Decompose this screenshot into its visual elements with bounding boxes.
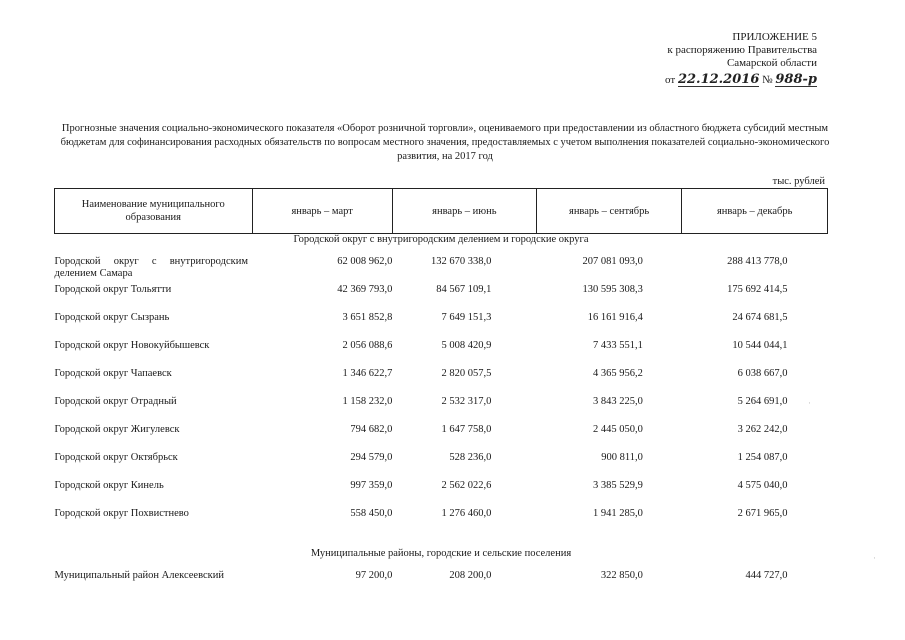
value-cell: 322 850,0 [600,570,643,581]
value-cell: 3 262 242,0 [737,424,788,435]
appendix-line-2: Самарской области [726,57,817,69]
value-cell: 2 532 317,0 [441,396,492,407]
value-cell: 208 200,0 [449,570,492,581]
section-spacer [55,536,828,548]
value-cell: 5 008 420,9 [441,340,492,351]
value-cell: 5 264 691,0 [737,396,788,407]
municipality-name [55,480,253,508]
table-header-row [55,189,828,234]
municipality-name-text: Городской округ Тольятти [54,284,172,295]
table-row [55,256,828,284]
value-cell: 2 562 022,6 [441,480,492,491]
value-cell: 132 670 338,0 [430,256,492,267]
table-row [55,480,828,508]
municipality-name-text: Муниципальный район Алексеевский [54,570,224,581]
section-heading [55,234,828,257]
municipality-name-text: Городской округ Жигулевск [54,424,180,435]
value-cell: 2 445 050,0 [592,424,643,435]
table-row [55,424,828,452]
value-cell: 1 647 758,0 [441,424,492,435]
value-cell: 294 579,0 [350,452,393,463]
municipality-name-text: Городской округ Отрадный [54,396,177,407]
value-cell: 444 727,0 [745,570,788,581]
value-cell: 558 450,0 [350,508,393,519]
municipality-name [55,452,253,480]
value-cell: 1 346 622,7 [342,368,393,379]
value-cell: 3 651 852,8 [342,312,393,323]
handwritten-number: 988-р [775,72,817,87]
municipality-name [55,256,253,284]
value-cell: 1 276 460,0 [441,508,492,519]
number-prefix: № [762,74,773,86]
municipality-name-text: Городской округ Новокуйбышевск [54,340,210,351]
value-cell: 16 161 916,4 [587,312,643,323]
table-row [55,396,828,424]
municipality-name-text: Городской округ Сызрань [54,312,170,323]
municipality-name [55,312,253,340]
value-cell: 1 254 087,0 [737,452,788,463]
municipality-name-text: Городской округ Похвистнево [54,508,189,519]
header-h1: январь – июнь [392,189,536,234]
table-row [55,570,828,598]
value-cell: 175 692 414,5 [727,284,788,295]
table-row [55,312,828,340]
table-row [55,340,828,368]
date-prefix: от [665,74,676,86]
table-row [55,368,828,396]
value-cell: 6 038 667,0 [737,368,788,379]
document-title: Прогнозные значения социально-экономического показателя «Оборот розничной торговли», оцениваемого при предоставлении из областного бюджета субсидий местным бюджетам для софинансирования расходных обязательств по вопросам местного значения, предоставляемых с учетом выполнения показателей социально-экономического развития, на 2017 год [60,123,830,162]
value-cell: 794 682,0 [350,424,393,435]
value-cell: 130 595 308,3 [582,284,643,295]
section-heading [55,548,828,570]
scan-speck: · [808,398,811,408]
appendix-date-line [617,73,817,87]
appendix-title: ПРИЛОЖЕНИЕ 5 [732,31,817,43]
value-cell: 3 385 529,9 [592,480,643,491]
value-cell: 62 008 962,0 [337,256,393,267]
value-cell: 288 413 778,0 [727,256,788,267]
value-cell: 4 365 956,2 [592,368,643,379]
value-cell: 528 236,0 [449,452,492,463]
value-cell: 7 649 151,3 [441,312,492,323]
table-body [55,234,828,599]
table-row [55,284,828,312]
value-cell: 1 158 232,0 [342,396,393,407]
municipality-name [55,396,253,424]
section-title: Муниципальные районы, городские и сельские поселения [310,548,572,559]
value-cell: 24 674 681,5 [732,312,788,323]
units-label: тыс. рублей [772,176,825,187]
appendix-block [617,31,817,87]
value-cell: 3 843 225,0 [592,396,643,407]
header-year: январь – декабрь [682,189,828,234]
municipality-name [55,508,253,536]
section-title: Городской округ с внутригородским делением и городские округа [293,234,589,245]
value-cell: 7 433 551,1 [592,340,643,351]
spacer-cell [55,536,828,548]
table-row [55,508,828,536]
header-q1: январь – март [252,189,392,234]
municipality-name [55,570,253,598]
value-cell: 997 359,0 [350,480,393,491]
value-cell: 2 820 057,5 [441,368,492,379]
value-cell: 10 544 044,1 [732,340,788,351]
municipality-name-text: Городской округ Кинель [54,480,164,491]
table-row [55,452,828,480]
municipality-name [55,424,253,452]
value-cell: 207 081 093,0 [582,256,643,267]
forecast-table [54,188,828,598]
value-cell: 900 811,0 [601,452,643,463]
value-cell: 2 056 088,6 [342,340,393,351]
municipality-name [55,340,253,368]
value-cell: 4 575 040,0 [737,480,788,491]
scan-speck: · [873,553,876,563]
value-cell: 42 369 793,0 [337,284,393,295]
value-cell: 97 200,0 [355,570,393,581]
header-municipality: Наименование муниципального образования [55,189,253,234]
municipality-name-text: Городской округ с внутригородским делением Самара [54,256,248,279]
value-cell: 84 567 109,1 [436,284,492,295]
handwritten-date: 22.12.2016 [677,72,760,87]
value-cell: 1 941 285,0 [592,508,643,519]
municipality-name [55,284,253,312]
municipality-name-text: Городской округ Чапаевск [54,368,172,379]
municipality-name [55,368,253,396]
value-cell: 2 671 965,0 [737,508,788,519]
appendix-line-1: к распоряжению Правительства [667,44,817,56]
header-9m: январь – сентябрь [536,189,682,234]
municipality-name-text: Городской округ Октябрьск [54,452,178,463]
